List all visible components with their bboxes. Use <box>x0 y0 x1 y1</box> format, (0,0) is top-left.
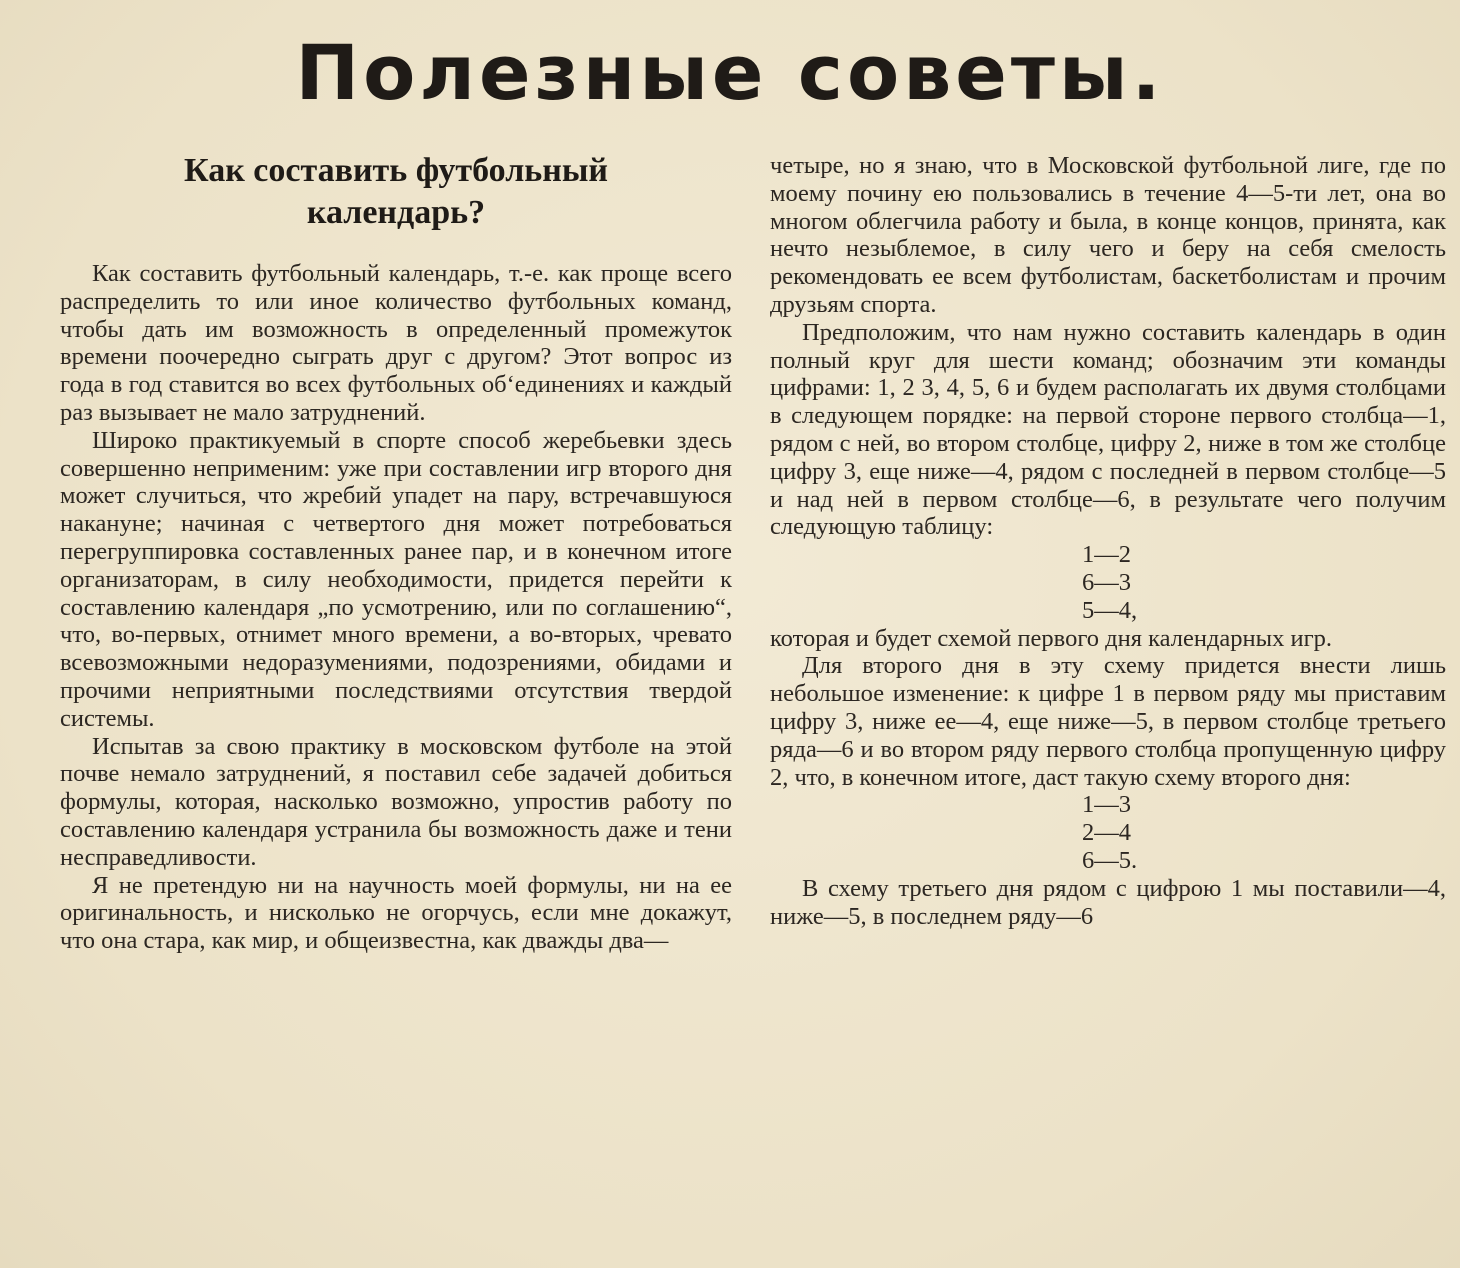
paragraph-continuation: четыре, но я знаю, что в Московской футбольной лиге, где по моему почину ею пользовались в течение 4—5-ти лет, она во многом облегчила работу и была, в конце концов, принята, как нечто незыблемое, в силу чего и беру на себя смелость рекомендовать ее всем футболистам, баскетболистам и прочим друзьям спорта. <box>770 152 1446 318</box>
scheme-day-2 <box>770 791 1446 874</box>
page-heading: Полезные советы. <box>295 28 1165 117</box>
left-column <box>60 150 732 955</box>
scheme-row: 1—2 <box>1082 541 1131 569</box>
scheme-row: 1—3 <box>1082 791 1131 819</box>
right-column <box>770 152 1446 930</box>
paragraph-originality: Я не претендую ни на научность моей формулы, ни на ее оригинальность, и нисколько не огорчусь, если мне докажут, что она стара, как мир, и общеизвестна, как дважды два— <box>60 871 732 955</box>
scheme-row: 6—5. <box>1082 846 1138 874</box>
paragraph-intro: Как составить футбольный календарь, т.-е. как проще всего распределить то или иное количество футбольных команд, чтобы дать им возможность в определенный промежуток времени поочередно сыграть друг с другом? Этот вопрос из года в год ставится во всех футбольных об‘единениях и каждый раз вызывает не мало затруднений. <box>60 260 732 426</box>
scheme-row: 5—4, <box>1082 596 1138 624</box>
paragraph-suppose: Предположим, что нам нужно составить календарь в один полный круг для шести команд; обозначим эти команды цифрами: 1, 2 3, 4, 5, 6 и будем располагать их двумя столбцами в следующем порядке: на первой стороне первого столбца—1, рядом с ней, во втором столбце, цифру 2, ниже в том же столбце цифру 3, еще ниже—4, рядом с последней в первом столбце—5 и над ней в первом столбце—6, в результате чего получим следующую таблицу: <box>770 318 1446 541</box>
paragraph-lottery: Широко практикуемый в спорте способ жеребьевки здесь совершенно неприменим: уже при составлении игр второго дня может случиться, что жребий упадет на пару, встречавшуюся накануне; начиная с четвертого дня может потребоваться перегруппировка составленных ранее пар, и в конечном итоге организаторам, в силу необходимости, придется перейти к составлению календаря „по усмотрению, или по соглашению“, что, во-первых, отнимет много времени, а во-вторых, чревато всевозможными недоразумениями, подозрениями, обидами и прочими неприятными последствиями отсутствия твердой системы. <box>60 426 732 732</box>
scheme-row: 2—4 <box>1082 819 1131 847</box>
paragraph-day-2: Для второго дня в эту схему придется внести лишь небольшое изменение: к цифре 1 в первом ряду мы приставим цифру 3, ниже ее—4, еще ниже—5, в первом столбце третьего ряда—6 и во втором ряду первого столбца пропущенную цифру 2, что, в конечном итоге, даст такую схему второго дня: <box>770 652 1446 791</box>
paragraph-formula: Испытав за свою практику в московском футболе на этой почве немало затруднений, я поставил себе задачей добиться формулы, которая, насколько возможно, упростив работу по составлению календаря устранила бы возможность даже и тени несправедливости. <box>60 732 732 871</box>
paragraph-after-day-1: которая и будет схемой первого дня календарных игр. <box>770 624 1333 652</box>
paragraph-day-3: В схему третьего дня рядом с цифрою 1 мы поставили—4, ниже—5, в последнем ряду—6 <box>770 874 1446 930</box>
article-title: Как составить футбольный календарь? <box>184 152 608 231</box>
scheme-row: 6—3 <box>1082 568 1131 596</box>
scheme-day-1 <box>770 541 1446 624</box>
